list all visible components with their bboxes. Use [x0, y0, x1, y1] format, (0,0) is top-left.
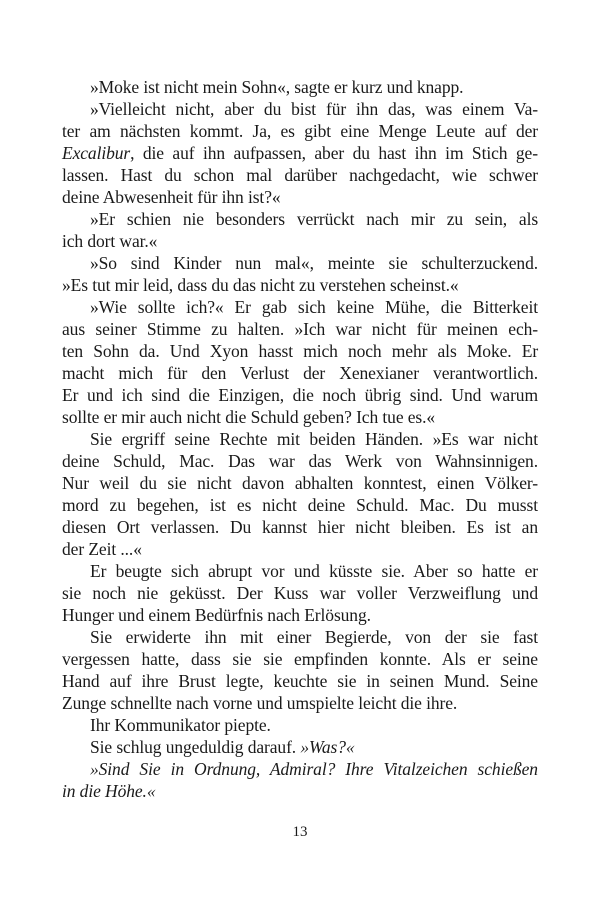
italic-run: »Sind Sie in Ordnung, Admiral? Ihre Vitalzeichen schießen [90, 759, 538, 779]
text-line [62, 318, 538, 340]
paragraph [62, 296, 538, 428]
text-run: Sie erwiderte ihn mit einer Begierde, von der sie fast [90, 627, 538, 647]
text-run: sollte er mir auch nicht die Schuld geben? Ich tue es.« [62, 407, 436, 427]
text-line [62, 164, 538, 186]
text-line [62, 230, 538, 252]
text-run: ter am nächsten kommt. Ja, es gibt eine Menge Leute auf der [62, 121, 539, 141]
text-run: Nur weil du sie nicht davon abhalten konntest, einen Völker- [62, 473, 539, 493]
text-line [62, 758, 538, 780]
text-line [62, 406, 538, 428]
page-number: 13 [292, 824, 308, 840]
paragraph [62, 252, 538, 296]
text-line [62, 340, 538, 362]
text-line [62, 648, 538, 670]
text-line [62, 296, 538, 318]
text-run: »Wie sollte ich?« Er gab sich keine Mühe, die Bitterkeit [90, 297, 538, 317]
text-run: »Er schien nie besonders verrückt nach mir zu sein, als [90, 209, 539, 229]
text-line [62, 362, 538, 384]
text-line [62, 516, 538, 538]
text-run: Zunge schnellte nach vorne und umspielte leicht die ihre. [62, 693, 458, 713]
text-run: Hand auf ihre Brust legte, keuchte sie in seinen Mund. Seine [62, 671, 538, 691]
text-line [62, 450, 538, 472]
text-run: Hunger und einem Bedürfnis nach Erlösung. [62, 605, 371, 625]
text-run: macht mich für den Verlust der Xenexianer verantwortlich. [62, 363, 538, 383]
text-run: mord zu begehen, ist es nicht deine Schuld. Mac. Du musst [62, 495, 538, 515]
text-line [62, 582, 538, 604]
text-line [62, 560, 538, 582]
text-line [62, 472, 538, 494]
text-run: sie noch nie geküsst. Der Kuss war voller Verzweiflung und [62, 583, 538, 603]
text-run: ten Sohn da. Und Xyon hasst mich noch mehr als Moke. Er [62, 341, 539, 361]
text-line [62, 428, 538, 450]
text-run: Sie schlug ungeduldig darauf. [90, 737, 301, 757]
text-run: »Vielleicht nicht, aber du bist für ihn das, was einem Va- [90, 99, 539, 119]
text-line [62, 780, 538, 802]
italic-run: in die Höhe.« [62, 781, 156, 801]
text-line [62, 252, 538, 274]
text-line [62, 670, 538, 692]
paragraph [62, 758, 538, 802]
text-run: »Moke ist nicht mein Sohn«, sagte er kurz und knapp. [90, 77, 464, 97]
text-line [62, 538, 538, 560]
text-line [62, 604, 538, 626]
text-run: diesen Ort verlassen. Du kannst hier nicht bleiben. Es ist an [62, 517, 538, 537]
text-line [62, 120, 538, 142]
text-block [62, 76, 538, 802]
text-line [62, 692, 538, 714]
paragraph [62, 560, 538, 626]
paragraph [62, 208, 538, 252]
text-run: deine Abwesenheit für ihn ist?« [62, 187, 281, 207]
text-run: lassen. Hast du schon mal darüber nachgedacht, wie schwer [62, 165, 538, 185]
text-line [62, 736, 538, 758]
text-run: , die auf ihn aufpassen, aber du hast ihn im Stich ge- [130, 143, 538, 163]
text-run: aus seiner Stimme zu halten. »Ich war nicht für meinen ech- [62, 319, 539, 339]
text-run: deine Schuld, Mac. Das war das Werk von Wahnsinnigen. [62, 451, 538, 471]
text-line [62, 142, 538, 164]
paragraph [62, 626, 538, 714]
italic-run: »Was?« [300, 737, 355, 757]
text-line [62, 98, 538, 120]
paragraph [62, 736, 538, 758]
italic-run: Excalibur [62, 143, 131, 163]
text-run: der Zeit ...« [62, 539, 142, 559]
text-run: Sie ergriff seine Rechte mit beiden Händen. »Es war nicht [90, 429, 538, 449]
paragraph [62, 98, 538, 208]
text-run: ich dort war.« [62, 231, 158, 251]
text-run: »Es tut mir leid, dass du das nicht zu verstehen scheinst.« [62, 275, 459, 295]
text-line [62, 76, 538, 98]
text-run: Er beugte sich abrupt vor und küsste sie. Aber so hatte er [90, 561, 539, 581]
text-line [62, 274, 538, 296]
text-run: Er und ich sind die Einzigen, die noch übrig sind. Und warum [62, 385, 538, 405]
text-line [62, 714, 538, 736]
text-line [62, 384, 538, 406]
text-line [62, 208, 538, 230]
text-run: »So sind Kinder nun mal«, meinte sie schulterzuckend. [90, 253, 538, 273]
paragraph [62, 428, 538, 560]
text-run: Ihr Kommunikator piepte. [90, 715, 271, 735]
paragraph [62, 714, 538, 736]
paragraph [62, 76, 538, 98]
text-line [62, 494, 538, 516]
text-line [62, 626, 538, 648]
text-line [62, 186, 538, 208]
text-run: vergessen hatte, dass sie sie empfinden konnte. Als er seine [62, 649, 538, 669]
